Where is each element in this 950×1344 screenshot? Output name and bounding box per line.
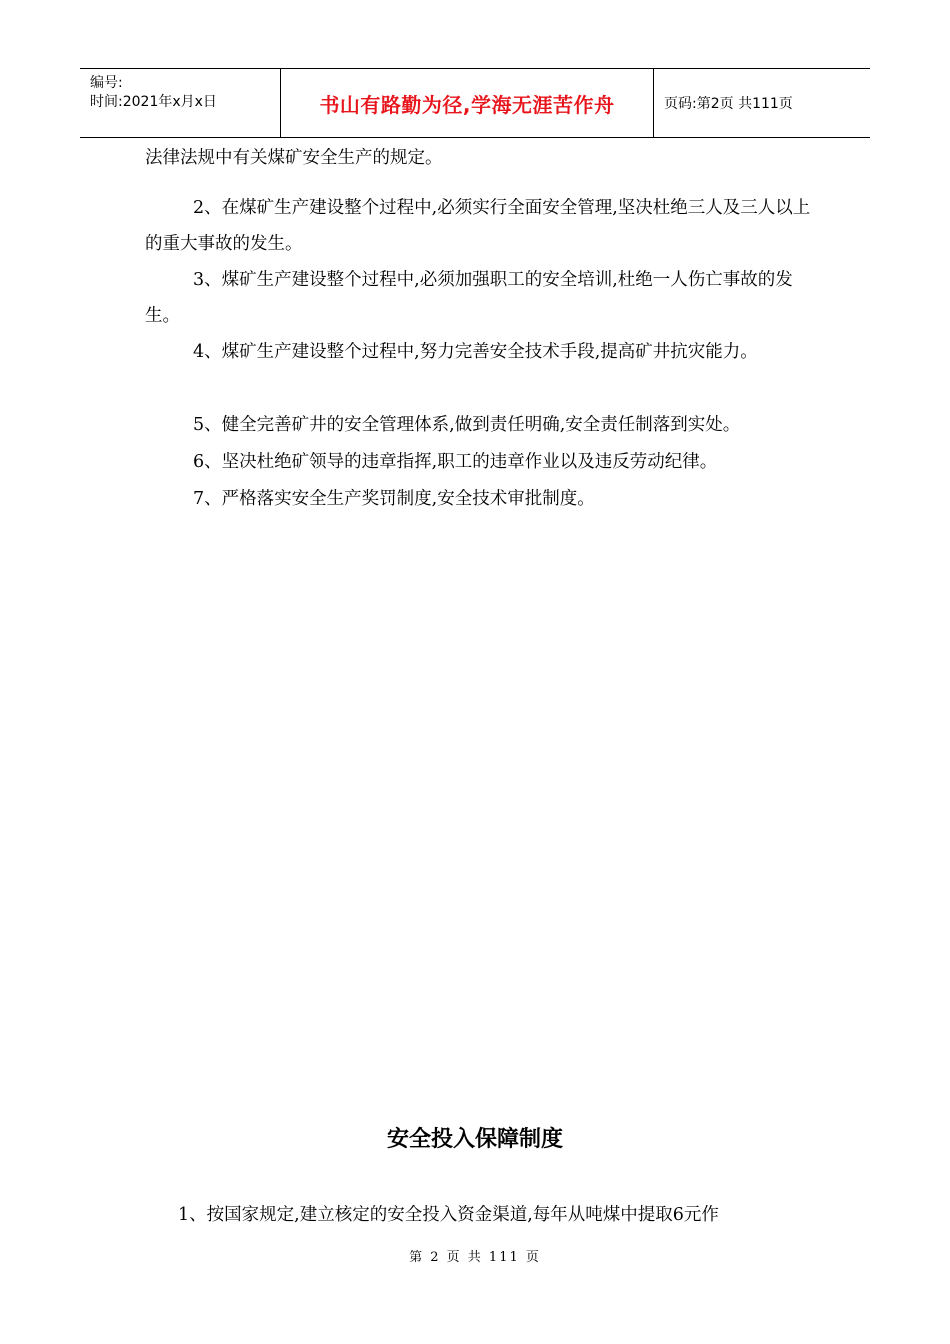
body-paragraph: 法律法规中有关煤矿安全生产的规定。 xyxy=(145,148,443,168)
body-paragraph: 7、严格落实安全生产奖罚制度,安全技术审批制度。 xyxy=(193,489,595,509)
body-paragraph: 2、在煤矿生产建设整个过程中,必须实行全面安全管理,坚决杜绝三人及三人以上的重大事故的发生。 xyxy=(145,198,811,254)
header-page-info: 页码:第2页 共111页 xyxy=(664,96,793,112)
page-footer: 第 2 页 共 111 页 xyxy=(409,1250,541,1265)
header-motto: 书山有路勤为径,学海无涯苦作舟 xyxy=(281,69,654,137)
body-paragraph: 6、坚决杜绝矿领导的违章指挥,职工的违章作业以及违反劳动纪律。 xyxy=(193,452,718,472)
body-paragraph: 4、煤矿生产建设整个过程中,努力完善安全技术手段,提高矿井抗灾能力。 xyxy=(193,342,758,362)
section-title: 安全投入保障制度 xyxy=(386,1127,563,1152)
section-paragraph: 1、按国家规定,建立核定的安全投入资金渠道,每年从吨煤中提取6元作 xyxy=(178,1205,719,1225)
document-date: 时间:2021年x月x日 xyxy=(90,94,217,110)
body-paragraph: 5、健全完善矿井的安全管理体系,做到责任明确,安全责任制落到实处。 xyxy=(193,415,741,435)
body-paragraph: 3、煤矿生产建设整个过程中,必须加强职工的安全培训,杜绝一人伤亡事故的发生。 xyxy=(145,270,793,326)
document-number: 编号: xyxy=(90,75,123,91)
page-header xyxy=(80,68,870,138)
header-meta xyxy=(80,69,281,137)
